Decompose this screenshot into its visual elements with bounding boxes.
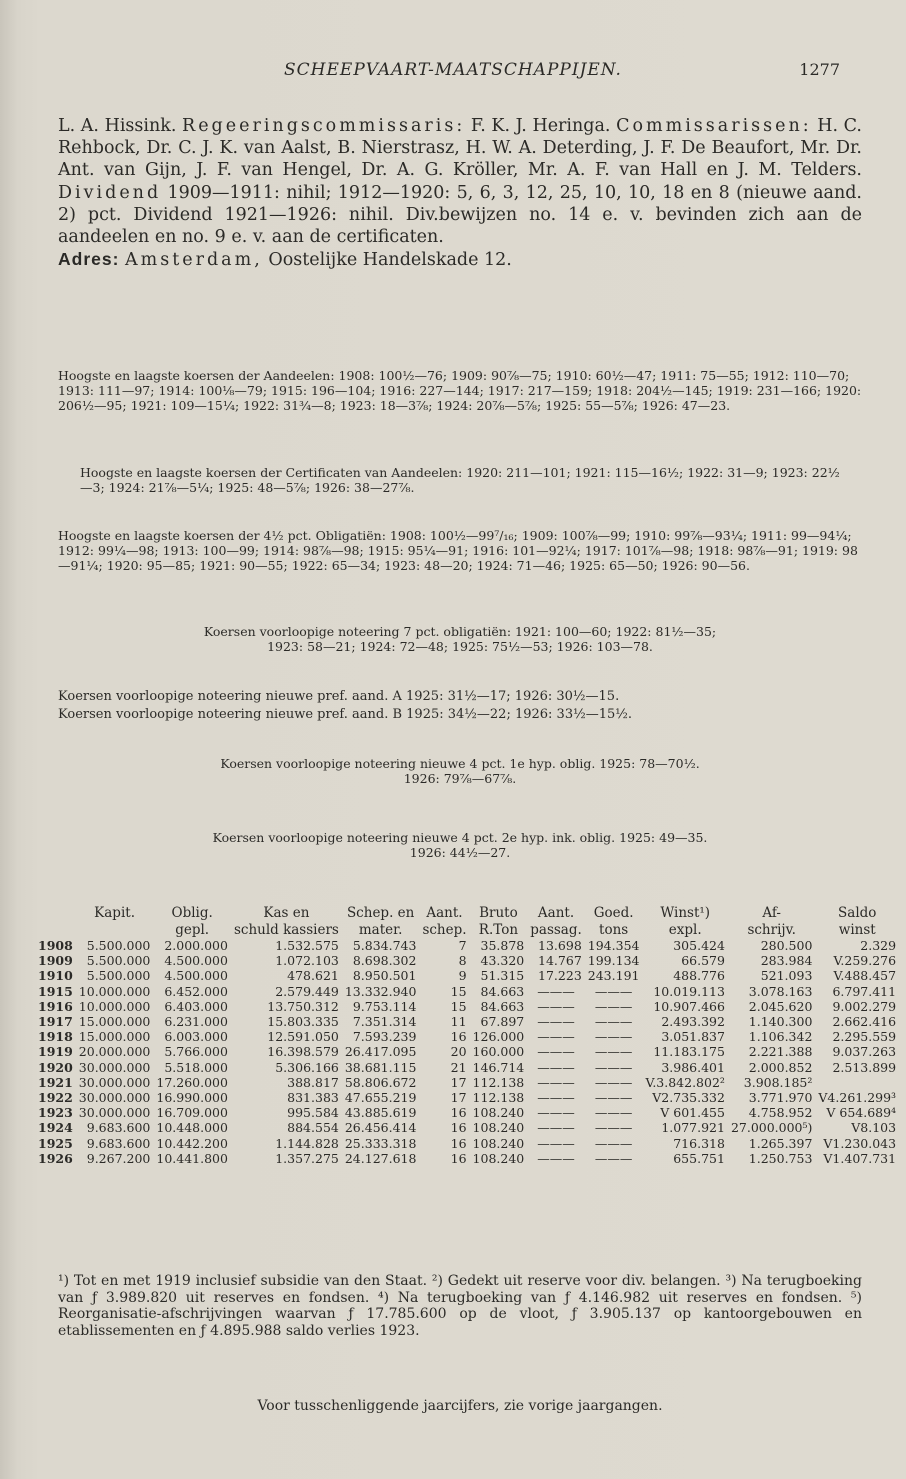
table-cell: ——— bbox=[594, 1074, 633, 1090]
table-cell: 199.134 bbox=[587, 953, 640, 969]
column-header: passag. bbox=[530, 921, 582, 938]
table-cell: 5.500.000 bbox=[86, 968, 151, 984]
table-cell: 6.231.000 bbox=[164, 1014, 228, 1030]
table-cell: V.259.276 bbox=[833, 953, 897, 969]
page-number: 1277 bbox=[799, 60, 840, 79]
table-cell: 17 bbox=[450, 1074, 467, 1090]
table-cell: 283.984 bbox=[760, 953, 813, 969]
table-cell: 2.295.559 bbox=[832, 1029, 897, 1045]
table-cell: 521.093 bbox=[760, 968, 813, 984]
table-cell: 9 bbox=[458, 968, 467, 984]
quote-line: 1926: 44½—27. bbox=[409, 845, 511, 860]
table-cell: 1.140.300 bbox=[748, 1014, 813, 1030]
row-year: 1921 bbox=[38, 1074, 73, 1090]
table-row bbox=[30, 968, 899, 983]
column-header: expl. bbox=[668, 921, 702, 938]
table-cell: 8.698.302 bbox=[352, 953, 417, 969]
table-cell: 15.803.335 bbox=[267, 1014, 339, 1030]
table-cell: ——— bbox=[594, 1059, 633, 1075]
regeering-label: Regeeringscommissaris: bbox=[182, 116, 466, 136]
table-cell: 9.002.279 bbox=[832, 998, 897, 1014]
table-cell: ——— bbox=[594, 1014, 633, 1030]
adres-city: Amsterdam, bbox=[125, 250, 263, 271]
quote-line: 1926: 79⅞—67⅞. bbox=[403, 771, 517, 786]
row-year: 1918 bbox=[38, 1029, 73, 1045]
table-cell: 5.306.166 bbox=[275, 1059, 339, 1075]
table-cell: 10.442.200 bbox=[156, 1135, 228, 1151]
quote-obligatien-45 bbox=[58, 528, 862, 573]
column-header: Winst¹) bbox=[660, 905, 711, 921]
table-cell: ——— bbox=[537, 1074, 575, 1090]
table-cell: 30.000.000 bbox=[78, 1090, 151, 1106]
table-cell: 3.908.185² bbox=[743, 1074, 813, 1090]
table-cell: 388.817 bbox=[287, 1074, 339, 1090]
table-cell: 6.003.000 bbox=[164, 1029, 228, 1045]
column-header: winst bbox=[838, 921, 876, 938]
table-cell: V1.230.043 bbox=[823, 1135, 897, 1151]
table-cell: 17.223 bbox=[538, 968, 582, 984]
quote-text: Hoogste en laagste koersen der Aandeelen: 1908: 100½—76; 1909: 90⅞—75; 1910: 60½—47; 1911: 75—55; 1912: 110—70; 1913: 111—97; 1914: 100⅛—79; 1915: 196—104; 1916: 227—144; 1917: 217—159; 1918: 204½—145; 1919: 231—166; 1920: 206½—95; 1921: 109—15¼; 1922: 31¾—8; 1923: 18—3⅞; 1924: 20⅞—5⅞; 1925: 55—5⅞; 1926: 47—23. bbox=[58, 368, 862, 413]
table-cell: 43.885.619 bbox=[344, 1105, 417, 1121]
column-header: schuld kassiers bbox=[233, 921, 339, 938]
row-year: 1916 bbox=[38, 998, 73, 1014]
table-cell: ——— bbox=[594, 1090, 633, 1106]
table-cell: 243.191 bbox=[587, 968, 640, 984]
table-cell: 15.000.000 bbox=[78, 1029, 151, 1045]
page-header bbox=[0, 60, 906, 90]
table-cell: 10.907.466 bbox=[653, 998, 725, 1014]
table-cell: 2.221.388 bbox=[748, 1044, 813, 1060]
table-cell: 4.758.952 bbox=[748, 1105, 813, 1121]
quote-obligatien-7 bbox=[58, 624, 862, 654]
table-cell: 9.037.263 bbox=[832, 1044, 897, 1060]
table-cell: 4.500.000 bbox=[164, 953, 228, 969]
table-row bbox=[30, 1105, 899, 1120]
table-cell: ——— bbox=[594, 1150, 633, 1166]
table-cell: V8.103 bbox=[851, 1120, 897, 1136]
table-cell: 4.500.000 bbox=[164, 968, 228, 984]
table-cell: ——— bbox=[537, 1014, 575, 1030]
table-cell: 655.751 bbox=[673, 1150, 725, 1166]
table-cell: 1.106.342 bbox=[748, 1029, 813, 1045]
table-cell: 5.834.743 bbox=[352, 938, 417, 953]
table-cell: 108.240 bbox=[472, 1150, 525, 1166]
table-cell: 1.532.575 bbox=[275, 938, 339, 953]
table-cell: ——— bbox=[537, 1090, 575, 1106]
column-header: Saldo bbox=[838, 905, 877, 921]
row-year: 1910 bbox=[38, 968, 73, 984]
table-row bbox=[30, 984, 899, 999]
table-cell: 3.078.163 bbox=[748, 983, 813, 999]
table-cell: 7.593.239 bbox=[352, 1029, 417, 1045]
table-body bbox=[30, 938, 899, 1166]
table-cell: 38.681.115 bbox=[344, 1059, 417, 1075]
adres-street: Oostelijke Handelskade 12. bbox=[262, 250, 512, 271]
table-cell: V 601.455 bbox=[660, 1105, 725, 1121]
table-cell: 7.351.314 bbox=[352, 1014, 417, 1030]
table-cell: 51.315 bbox=[480, 968, 525, 984]
table-cell: 112.138 bbox=[472, 1090, 525, 1106]
column-header: mater. bbox=[358, 921, 403, 938]
table-cell: 3.771.970 bbox=[748, 1090, 813, 1106]
column-header: Aant. bbox=[426, 905, 463, 921]
row-year: 1920 bbox=[38, 1059, 73, 1075]
table-cell: ——— bbox=[537, 1044, 575, 1060]
table-cell: 9.683.600 bbox=[86, 1135, 151, 1151]
table-cell: 6.797.411 bbox=[832, 983, 897, 999]
column-header: Schep. en bbox=[346, 905, 415, 921]
table-row bbox=[30, 1120, 899, 1135]
table-cell: 10.441.800 bbox=[156, 1150, 228, 1166]
quote-aandeelen bbox=[58, 368, 862, 413]
table-row bbox=[30, 1044, 899, 1059]
commissarissen-list: H. C. Rehbock, Dr. C. J. K. van Aalst, B. Nierstrasz, H. W. A. Deterding, J. F. De Beaufort, Mr. Dr. Ant. van Gijn, J. F. van Hengel, Dr. A. G. Kröller, Mr. A. F. van Hall en J. M. Telders. bbox=[58, 116, 862, 181]
table-cell: 15 bbox=[450, 983, 467, 999]
quote-line: Koersen voorloopige noteering nieuwe 4 pct. 1e hyp. oblig. 1925: 78—70½. bbox=[220, 756, 700, 771]
table-row bbox=[30, 999, 899, 1014]
table-cell bbox=[815, 1075, 899, 1090]
table-cell: 2.579.449 bbox=[275, 983, 339, 999]
adres-label: Adres: bbox=[58, 249, 120, 270]
column-header: Aant. bbox=[537, 905, 575, 921]
board-paragraph bbox=[58, 115, 862, 248]
table-cell: 3.051.837 bbox=[661, 1029, 725, 1045]
column-header: Oblig. bbox=[171, 905, 213, 921]
table-cell: ——— bbox=[594, 1044, 633, 1060]
table-cell: V2.735.332 bbox=[652, 1090, 725, 1106]
table-cell: ——— bbox=[537, 1059, 575, 1075]
table-cell: 17.260.000 bbox=[156, 1074, 228, 1090]
table-row bbox=[30, 1151, 899, 1166]
table-cell: 280.500 bbox=[760, 938, 813, 953]
column-header: tons bbox=[599, 921, 629, 938]
row-year: 1922 bbox=[38, 1090, 73, 1106]
table-cell: 21 bbox=[450, 1059, 467, 1075]
quote-pref-a: Koersen voorloopige noteering nieuwe pref. aand. A 1925: 31½—17; 1926: 30½—15. bbox=[58, 689, 620, 704]
row-year: 1924 bbox=[38, 1120, 73, 1136]
table-cell: 3.986.401 bbox=[661, 1059, 725, 1075]
table-cell: 8 bbox=[458, 953, 467, 969]
column-header: Kas en bbox=[263, 905, 310, 921]
quote-pref-b: Koersen voorloopige noteering nieuwe pref. aand. B 1925: 34½—22; 1926: 33½—15½. bbox=[58, 707, 632, 722]
row-year: 1919 bbox=[38, 1044, 73, 1060]
row-year: 1915 bbox=[38, 983, 73, 999]
table-cell: 10.019.113 bbox=[653, 983, 725, 999]
table-cell: 7 bbox=[458, 938, 467, 953]
column-header: Af- bbox=[762, 905, 781, 921]
table-cell: 10.000.000 bbox=[78, 983, 151, 999]
row-year: 1909 bbox=[38, 953, 73, 969]
table-cell: 84.663 bbox=[480, 983, 525, 999]
running-title: SCHEEPVAART-MAATSCHAPPIJEN. bbox=[284, 60, 622, 80]
table-cell: 9.267.200 bbox=[86, 1150, 151, 1166]
table-cell: 15 bbox=[450, 998, 467, 1014]
table-row bbox=[30, 938, 899, 953]
table-cell: 43.320 bbox=[480, 953, 525, 969]
table-cell: 84.663 bbox=[480, 998, 525, 1014]
quote-line: Koersen voorloopige noteering nieuwe 4 pct. 2e hyp. ink. oblig. 1925: 49—35. bbox=[212, 830, 708, 845]
table-cell: 2.493.392 bbox=[661, 1014, 725, 1030]
table-row bbox=[30, 953, 899, 968]
table-cell: 14.767 bbox=[538, 953, 582, 969]
row-year: 1917 bbox=[38, 1014, 73, 1030]
table-cell: 11.183.175 bbox=[653, 1044, 725, 1060]
table-cell: ——— bbox=[594, 983, 633, 999]
table-cell: 488.776 bbox=[673, 968, 725, 984]
table-cell: ——— bbox=[594, 998, 633, 1014]
table-cell: 16 bbox=[450, 1105, 467, 1121]
table-cell: 6.452.000 bbox=[164, 983, 228, 999]
table-cell: 24.127.618 bbox=[344, 1150, 417, 1166]
table-header bbox=[30, 905, 899, 938]
table-cell: 13.750.312 bbox=[267, 998, 339, 1014]
table-cell: 30.000.000 bbox=[78, 1105, 151, 1121]
column-header: R.Ton bbox=[478, 921, 519, 938]
dividend-text: 1909—1911: nihil; 1912—1920: 5, 6, 3, 12, 25, 10, 10, 18 en 8 (nieuwe aand. 2) pct. Dividend 1921—1926: nihil. Div.bewijzen no. 14 e. v. bevinden zich aan de aandeelen en no. 9 e. v. aan de certificaten. bbox=[58, 182, 862, 248]
table-cell: 10.000.000 bbox=[78, 998, 151, 1014]
table-cell: 27.000.000⁵) bbox=[730, 1120, 813, 1136]
table-cell: ——— bbox=[537, 1150, 575, 1166]
table-row bbox=[30, 1060, 899, 1075]
table-cell: 108.240 bbox=[472, 1105, 525, 1121]
table-cell: 16 bbox=[450, 1029, 467, 1045]
quote-text: Hoogste en laagste koersen der Certificaten van Aandeelen: 1920: 211—101; 1921: 115—16½; 1922: 31—9; 1923: 22½—3; 1924: 21⅞—5¼; 1925: 48—5⅞; 1926: 38—27⅞. bbox=[80, 465, 840, 495]
quote-line: Koersen voorloopige noteering 7 pct. obligatiën: 1921: 100—60; 1922: 81½—35; bbox=[203, 624, 717, 639]
table-cell: 16.398.579 bbox=[267, 1044, 339, 1060]
table-cell: 58.806.672 bbox=[344, 1074, 417, 1090]
table-cell: 16.990.000 bbox=[156, 1090, 228, 1106]
table-cell: 8.950.501 bbox=[352, 968, 417, 984]
table-cell: ——— bbox=[537, 1120, 575, 1136]
table-cell: 25.333.318 bbox=[344, 1135, 417, 1151]
column-header bbox=[30, 905, 76, 922]
closing-text: Voor tusschenliggende jaarcijfers, zie vorige jaargangen. bbox=[257, 1398, 663, 1414]
table-cell: ——— bbox=[594, 1120, 633, 1136]
table-cell: 1.357.275 bbox=[275, 1150, 339, 1166]
table-cell: 108.240 bbox=[472, 1135, 525, 1151]
table-cell: 160.000 bbox=[472, 1044, 525, 1060]
closing-note bbox=[58, 1398, 862, 1414]
row-year: 1908 bbox=[38, 938, 73, 953]
table-cell: 35.878 bbox=[480, 938, 525, 953]
text-run: L. A. Hissink. bbox=[58, 116, 183, 136]
quote-pref bbox=[58, 688, 862, 724]
table-cell: V.3.842.802² bbox=[645, 1074, 725, 1090]
table-cell: 305.424 bbox=[673, 938, 725, 953]
column-header: Kapit. bbox=[94, 905, 135, 921]
dividend-label: Dividend bbox=[58, 182, 162, 203]
table-cell: 995.584 bbox=[287, 1105, 339, 1121]
header-row bbox=[30, 905, 899, 922]
quote-line: 1923: 58—21; 1924: 72—48; 1925: 75½—53; 1926: 103—78. bbox=[267, 639, 653, 654]
table-cell: 5.500.000 bbox=[86, 953, 151, 969]
company-details bbox=[58, 115, 862, 271]
quote-certificaten bbox=[80, 465, 850, 495]
table-cell: ——— bbox=[537, 998, 575, 1014]
row-year: 1923 bbox=[38, 1105, 73, 1121]
table-cell: ——— bbox=[594, 1029, 633, 1045]
table-cell: 5.766.000 bbox=[164, 1044, 228, 1060]
table-cell: 26.456.414 bbox=[344, 1120, 417, 1136]
table-cell: 15.000.000 bbox=[78, 1014, 151, 1030]
table-cell: 146.714 bbox=[472, 1059, 525, 1075]
table-cell: 30.000.000 bbox=[78, 1059, 151, 1075]
table-cell: 2.045.620 bbox=[748, 998, 813, 1014]
table-cell: 16.709.000 bbox=[156, 1105, 228, 1121]
table-cell: 20.000.000 bbox=[78, 1044, 151, 1060]
row-year: 1926 bbox=[38, 1150, 73, 1166]
footnotes bbox=[58, 1273, 862, 1339]
quote-ink bbox=[58, 830, 862, 860]
table-cell: 2.329 bbox=[860, 938, 897, 953]
table-cell: 9.683.600 bbox=[86, 1120, 151, 1136]
table-cell: V1.407.731 bbox=[823, 1150, 897, 1166]
table-cell: 2.662.416 bbox=[832, 1014, 897, 1030]
table-cell: 6.403.000 bbox=[164, 998, 228, 1014]
table-cell: 2.513.899 bbox=[832, 1059, 897, 1075]
table-cell: 13.332.940 bbox=[344, 983, 417, 999]
table-cell: 16 bbox=[450, 1135, 467, 1151]
table-row bbox=[30, 1090, 899, 1105]
column-header: gepl. bbox=[175, 921, 210, 938]
table-cell: ——— bbox=[594, 1105, 633, 1121]
table-cell: 126.000 bbox=[472, 1029, 525, 1045]
table-cell: 1.250.753 bbox=[748, 1150, 813, 1166]
table-cell: 11 bbox=[450, 1014, 467, 1030]
table-cell: V4.261.299³ bbox=[818, 1090, 897, 1106]
table-cell: 1.265.397 bbox=[748, 1135, 813, 1151]
header-row bbox=[30, 922, 899, 939]
table-cell: 716.318 bbox=[673, 1135, 725, 1151]
table-cell: 26.417.095 bbox=[344, 1044, 417, 1060]
table-cell: ——— bbox=[537, 983, 575, 999]
table-row bbox=[30, 1029, 899, 1044]
table-cell: ——— bbox=[537, 1029, 575, 1045]
text-run: F. K. J. Heringa. bbox=[465, 116, 611, 136]
table-cell: 2.000.852 bbox=[748, 1059, 813, 1075]
table-cell: 17 bbox=[450, 1090, 467, 1106]
table-cell: 2.000.000 bbox=[164, 938, 228, 953]
table-cell: 5.518.000 bbox=[164, 1059, 228, 1075]
row-year: 1925 bbox=[38, 1135, 73, 1151]
table-cell: 13.698 bbox=[538, 938, 582, 953]
column-header bbox=[30, 922, 76, 939]
table-cell: 108.240 bbox=[472, 1120, 525, 1136]
commissarissen-label: Commissarissen: bbox=[616, 116, 812, 136]
table-cell: 478.621 bbox=[287, 968, 339, 984]
column-header: Bruto bbox=[479, 905, 518, 921]
table-cell: 47.655.219 bbox=[344, 1090, 417, 1106]
column-header: schrijv. bbox=[747, 921, 796, 938]
table-cell: 16 bbox=[450, 1120, 467, 1136]
table-cell: ——— bbox=[594, 1135, 633, 1151]
column-header: schep. bbox=[422, 921, 467, 938]
table-cell: V.488.457 bbox=[833, 968, 897, 984]
table-cell: 9.753.114 bbox=[352, 998, 417, 1014]
table-cell: V 654.689⁴ bbox=[826, 1105, 897, 1121]
column-header: Goed. bbox=[593, 905, 634, 921]
table-cell: 194.354 bbox=[587, 938, 640, 953]
table-cell: 10.448.000 bbox=[156, 1120, 228, 1136]
table-cell: 1.077.921 bbox=[661, 1120, 725, 1136]
table-cell: 20 bbox=[450, 1044, 467, 1060]
table-cell: 12.591.050 bbox=[267, 1029, 339, 1045]
table-row bbox=[30, 1075, 899, 1090]
table-cell: 16 bbox=[450, 1150, 467, 1166]
table-cell: 884.554 bbox=[287, 1120, 339, 1136]
table-cell: 30.000.000 bbox=[78, 1074, 151, 1090]
table-cell: 831.383 bbox=[287, 1090, 339, 1106]
quote-text: Hoogste en laagste koersen der 4½ pct. Obligatiën: 1908: 100½—99⁷/₁₆; 1909: 100⅞—99; 1910: 99⅞—93¼; 1911: 99—94¼; 1912: 99¼—98; 1913: 100—99; 1914: 98⅞—98; 1915: 95¼—91; 1916: 101—92¼; 1917: 101⅞—98; 1918: 98⅞—91; 1919: 98—91¼; 1920: 95—85; 1921: 90—55; 1922: 65—34; 1923: 48—20; 1924: 71—46; 1925: 65—50; 1926: 90—56. bbox=[58, 528, 858, 573]
table-cell: 67.897 bbox=[480, 1014, 525, 1030]
column-header bbox=[76, 922, 154, 939]
table-row bbox=[30, 1014, 899, 1029]
quote-hyp bbox=[58, 756, 862, 786]
table-cell: 66.579 bbox=[681, 953, 725, 969]
table-cell: ——— bbox=[537, 1105, 575, 1121]
address-line bbox=[58, 248, 862, 271]
annual-figures-table bbox=[30, 905, 899, 1166]
table-cell: 5.500.000 bbox=[86, 938, 151, 953]
table-cell: 112.138 bbox=[472, 1074, 525, 1090]
table-row bbox=[30, 1136, 899, 1151]
table-cell: ——— bbox=[537, 1135, 575, 1151]
footnote-text: ¹) Tot en met 1919 inclusief subsidie van den Staat. ²) Gedekt uit reserve voor div. belangen. ³) Na terugboeking van ƒ 3.989.820 uit reserves en fondsen. ⁴) Na terugboeking van ƒ 4.146.982 uit reserves en fondsen. ⁵) Reorganisatie-afschrijvingen waarvan ƒ 17.785.600 op de vloot, ƒ 3.905.137 op kantoorgebouwen en etablissementen en ƒ 4.895.988 saldo verlies 1923. bbox=[58, 1273, 862, 1339]
table-cell: 1.072.103 bbox=[275, 953, 339, 969]
table-cell: 1.144.828 bbox=[275, 1135, 339, 1151]
